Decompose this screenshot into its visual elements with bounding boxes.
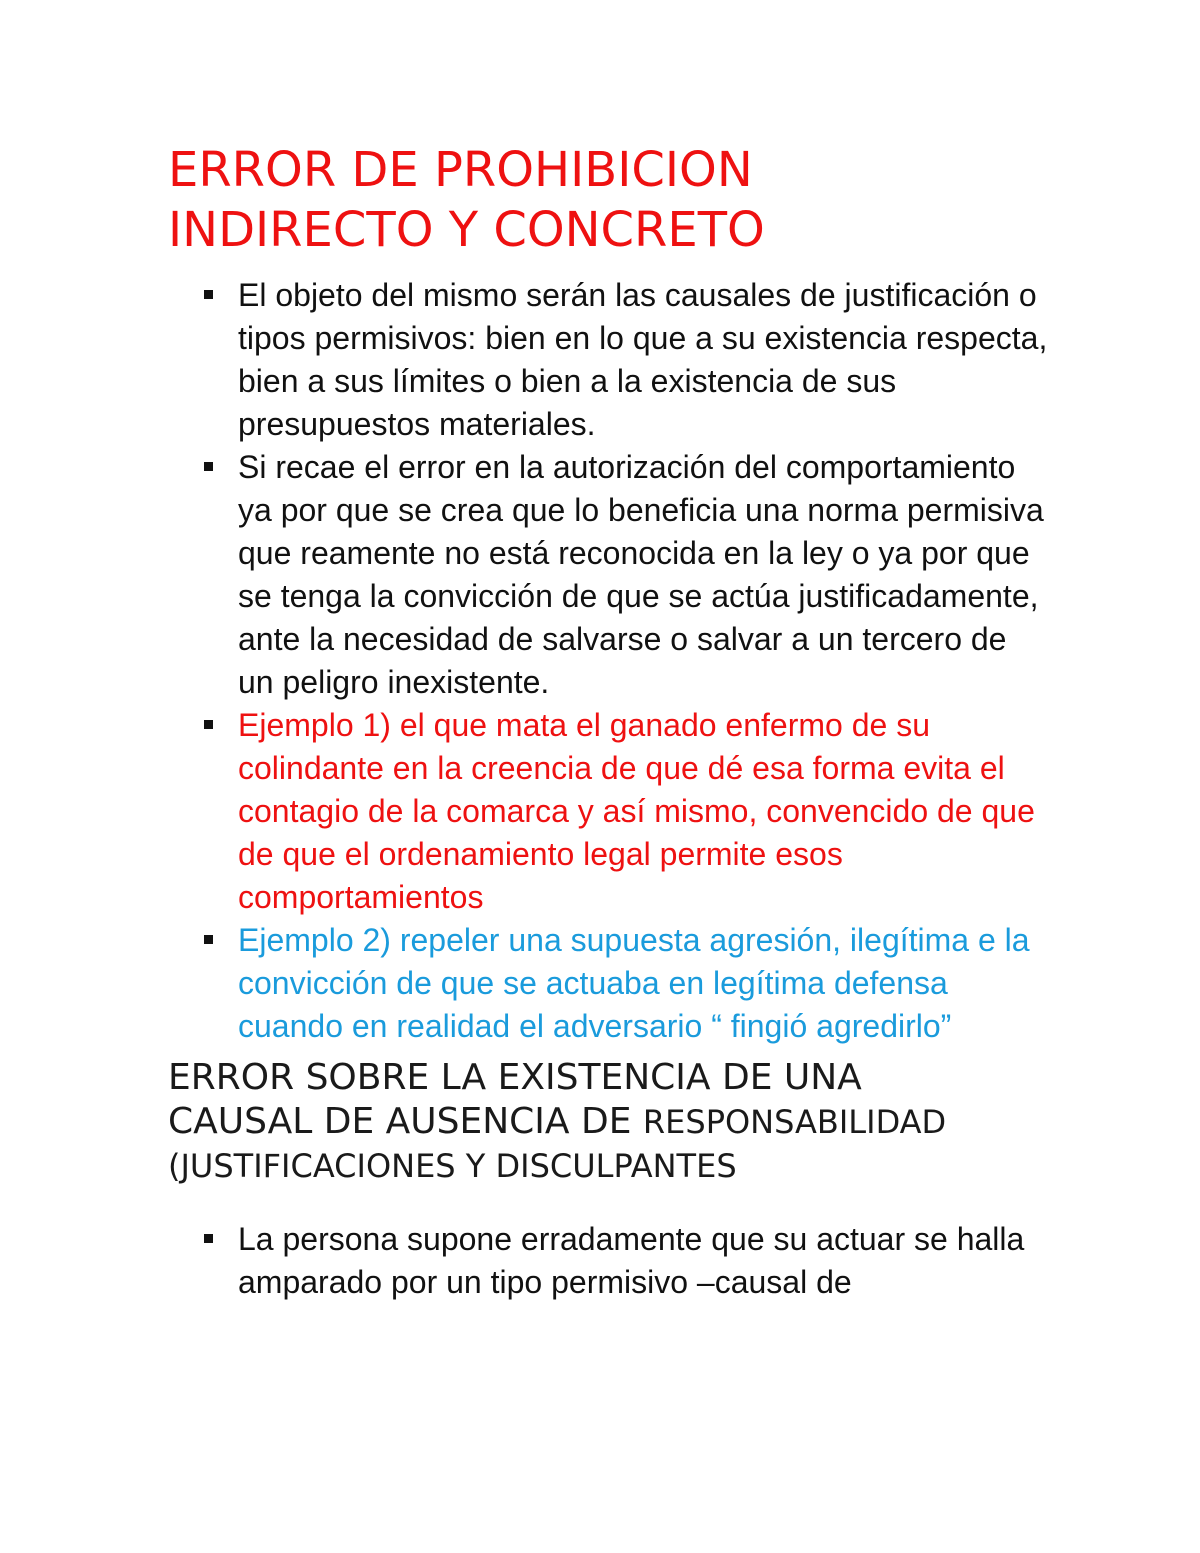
- document-page: [168, 140, 1048, 1304]
- list-item-example-2: [168, 919, 1048, 1048]
- section2-bullet-list: [168, 1218, 1048, 1304]
- list-item-text: Ejemplo 1) el que mata el ganado enfermo de su colindante en la creencia de que dé esa forma evita el contagio de la comarca y así mismo, convencido de que de que el ordenamiento legal permite esos comportamientos: [238, 707, 1035, 915]
- list-item-text: El objeto del mismo serán las causales de justificación o tipos permisivos: bien en lo que a su existencia respecta, bien a sus límites o bien a la existencia de sus presupuestos materiales.: [238, 277, 1048, 442]
- list-item: [168, 1218, 1048, 1304]
- section2-title-line2-b: RESPONSABILIDAD: [642, 1103, 947, 1141]
- list-item-text: La persona supone erradamente que su actuar se halla amparado por un tipo permisivo –causal de: [238, 1221, 1025, 1300]
- section-error-prohibicion: [168, 140, 1048, 1048]
- section2-title-line2-a: CAUSAL DE AUSENCIA DE: [168, 1101, 643, 1142]
- list-item: [168, 446, 1048, 704]
- square-bullet-icon: [204, 720, 213, 729]
- section2-title-line3: [168, 1144, 1048, 1188]
- section2-title-line1: ERROR SOBRE LA EXISTENCIA DE UNA: [168, 1057, 862, 1098]
- square-bullet-icon: [204, 290, 213, 299]
- list-item-text: Si recae el error en la autorización del comportamiento ya por que se crea que lo beneficia una norma permisiva que reamente no está reconocida en la ley o ya por que se tenga la convicción de que se actúa justificadamente, ante la necesidad de salvarse o salvar a un tercero de un peligro inexistente.: [238, 449, 1044, 700]
- square-bullet-icon: [204, 462, 213, 471]
- section1-bullet-list: [168, 274, 1048, 1048]
- section2-title-line2: [168, 1100, 1048, 1144]
- list-item-example-1: [168, 704, 1048, 919]
- list-item: [168, 274, 1048, 446]
- square-bullet-icon: [204, 1234, 213, 1243]
- section2-title-line3-text: (JUSTIFICACIONES Y DISCULPANTES: [168, 1147, 737, 1185]
- square-bullet-icon: [204, 935, 213, 944]
- section-error-existencia-causal: [168, 1056, 1048, 1304]
- section1-title-line2: INDIRECTO Y CONCRETO: [168, 202, 765, 258]
- list-item-text: Ejemplo 2) repeler una supuesta agresión, ilegítima e la convicción de que se actuaba en legítima defensa cuando en realidad el adversario “ fingió agredirlo”: [238, 922, 1030, 1044]
- section1-title-line1: ERROR DE PROHIBICION: [168, 142, 753, 198]
